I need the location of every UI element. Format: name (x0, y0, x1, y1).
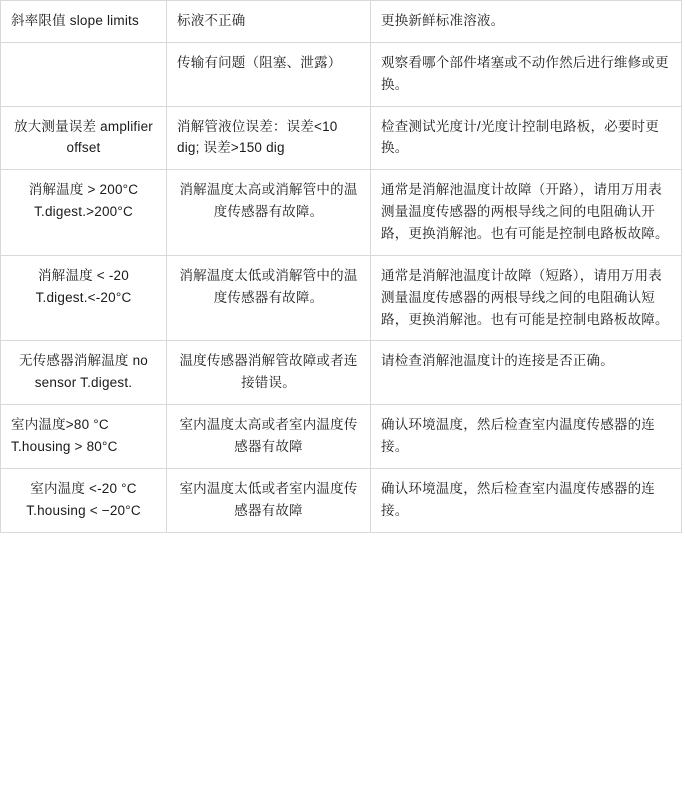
table-body (1, 1, 682, 533)
cell-error-code (1, 42, 167, 106)
cell-cause: 消解温度太低或消解管中的温度传感器有故障。 (167, 255, 371, 341)
cell-cause: 消解管液位误差：误差<10 dig; 误差>150 dig (167, 106, 371, 170)
table-row (1, 468, 682, 532)
cell-action: 检查测试光度计/光度计控制电路板，必要时更换。 (371, 106, 682, 170)
cell-action: 通常是消解池温度计故障（短路），请用万用表测量温度传感器的两根导线之间的电阻确认短路，更换消解池。也有可能是控制电路板故障。 (371, 255, 682, 341)
cell-error-code: 消解温度 < -20 T.digest.<-20°C (1, 255, 167, 341)
cell-error-code: 消解温度 > 200°C T.digest.>200°C (1, 170, 167, 256)
cell-cause: 消解温度太高或消解管中的温度传感器有故障。 (167, 170, 371, 256)
cell-cause: 室内温度太高或者室内温度传感器有故障 (167, 405, 371, 469)
table-row (1, 42, 682, 106)
table-row (1, 405, 682, 469)
cell-action: 请检查消解池温度计的连接是否正确。 (371, 341, 682, 405)
cell-error-code: 放大测量误差 amplifier offset (1, 106, 167, 170)
cell-cause: 标液不正确 (167, 1, 371, 43)
cell-error-code: 斜率限值 slope limits (1, 1, 167, 43)
cell-action: 确认环境温度，然后检查室内温度传感器的连接。 (371, 468, 682, 532)
table-row (1, 170, 682, 256)
cell-action: 观察看哪个部件堵塞或不动作然后进行维修或更换。 (371, 42, 682, 106)
cell-action: 更换新鲜标准溶液。 (371, 1, 682, 43)
table-row (1, 255, 682, 341)
cell-error-code: 无传感器消解温度 no sensor T.digest. (1, 341, 167, 405)
table-row (1, 341, 682, 405)
cell-cause: 传输有问题（阻塞、泄露） (167, 42, 371, 106)
cell-error-code: 室内温度 <-20 °C T.housing < −20°C (1, 468, 167, 532)
cell-error-code: 室内温度>80 °C T.housing > 80°C (1, 405, 167, 469)
table-row (1, 1, 682, 43)
cell-action: 确认环境温度，然后检查室内温度传感器的连接。 (371, 405, 682, 469)
cell-action: 通常是消解池温度计故障（开路），请用万用表测量温度传感器的两根导线之间的电阻确认开路，更换消解池。也有可能是控制电路板故障。 (371, 170, 682, 256)
table-row (1, 106, 682, 170)
cell-cause: 室内温度太低或者室内温度传感器有故障 (167, 468, 371, 532)
cell-cause: 温度传感器消解管故障或者连接错误。 (167, 341, 371, 405)
